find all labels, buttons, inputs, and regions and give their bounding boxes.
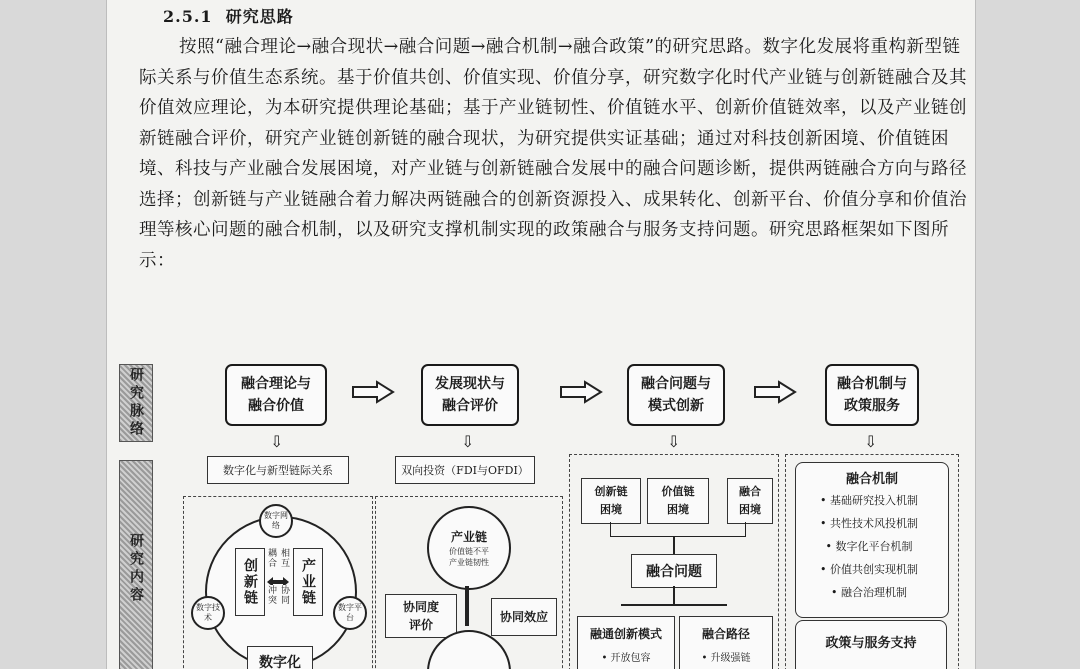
section-heading <box>163 4 294 27</box>
lane-content <box>119 460 153 669</box>
col2-left-box-l1: 协同度 <box>402 600 439 614</box>
col1-bottom: 数字化 <box>247 646 313 669</box>
col1-center <box>265 548 291 614</box>
col3-bottom-left-title: 融通创新模式 <box>589 627 662 641</box>
list-item: • 共性技术风投机制 <box>820 517 918 530</box>
body-paragraph <box>139 32 975 276</box>
col3-problem: 融合问题 <box>631 554 717 588</box>
right-arrow-icon <box>559 380 603 404</box>
col3-connector <box>673 586 675 606</box>
col3-bottom-right: 融合路径 • 升级强链 <box>679 616 773 669</box>
stage-theory-line1: 融合理论与 <box>241 376 311 392</box>
down-arrow-icon: ⇩ <box>667 432 681 451</box>
col1-coupling: 相互耦合 <box>266 548 289 568</box>
down-arrow-icon: ⇩ <box>461 432 475 451</box>
col3-box-l1: 创新链 <box>594 485 628 498</box>
list-item: • 价值共创实现机制 <box>820 563 918 576</box>
list-item: • 基础研究投入机制 <box>820 494 918 507</box>
col3-bottom-right-title: 融合路径 <box>701 627 750 641</box>
stage-mechanism <box>825 364 919 426</box>
stage-problem-line1: 融合问题与 <box>641 376 711 392</box>
col1-industry-chain-label: 产业链 <box>300 558 316 606</box>
stage-problem-line2: 模式创新 <box>648 398 704 414</box>
col2-connector <box>465 586 469 626</box>
mechanism-item: 基础研究投入机制 <box>830 494 918 507</box>
right-arrow-icon <box>753 380 797 404</box>
list-item: • 数字化平台机制 <box>825 540 913 553</box>
mechanism-item: 共性技术风投机制 <box>830 517 918 530</box>
mechanism-item: 数字化平台机制 <box>835 540 913 553</box>
stage-status-line2: 融合评价 <box>442 398 498 414</box>
col2-left-box <box>385 594 457 638</box>
col2-chain-title: 产业链 <box>450 530 487 544</box>
document-page <box>106 0 976 669</box>
section-number: 2.5.1 <box>163 7 213 26</box>
lane-context <box>119 364 153 442</box>
stage-status-line1: 发展现状与 <box>435 376 505 392</box>
col2-chain-item: 价值链不平 <box>449 547 489 556</box>
col1-conflict: 协同冲突 <box>266 584 289 605</box>
col2-header: 双向投资（FDI与OFDI） <box>395 456 535 484</box>
stage-problem <box>627 364 725 426</box>
paragraph-text: 按照“融合理论→融合现状→融合问题→融合机制→融合政策”的研究思路。数字化发展将重构新型链际关系与价值生态系统。基于价值共创、价值实现、价值分享，研究数字化时代产业链与创新链融合及其价值效应理论，为本研究提供理论基础；基于产业链韧性、价值链水平、创新价值链效率，以及产业链创新链融合评价，研究产业链创新链的融合现状，为研究提供实证基础；通过对科技创新困境、价值链困境、科技与产业融合发展困境，对产业链与创新链融合发展中的融合问题诊断，提供两链融合方向与路径选择；创新链与产业链融合着力解决两链融合的创新资源投入、成果转化、创新平台、价值分享和价值治理等核心问题的融合机制，以及研究支撑机制实现的政策融合与服务支持问题。研究思路框架如下图所示： <box>139 37 967 271</box>
col3-bottom-left: 融通创新模式 • 开放包容 <box>577 616 675 669</box>
col3-box-l2: 困境 <box>739 503 761 516</box>
col4-mechanism-title: 融合机制 <box>845 472 898 487</box>
col4-mechanism-box <box>795 462 949 618</box>
col3-box-l1: 融合 <box>739 485 761 498</box>
mechanism-item: 价值共创实现机制 <box>830 563 918 576</box>
col1-innovation-chain-label: 创新链 <box>242 558 258 606</box>
stage-theory <box>225 364 327 426</box>
col2-right-box: 协同效应 <box>491 598 557 636</box>
col1-left-node: 数字技术 <box>191 596 225 630</box>
list-item: • 融合治理机制 <box>831 586 907 599</box>
col2-chain-circle <box>427 506 511 590</box>
col3-box-innovation <box>581 478 641 524</box>
section-title: 研究思路 <box>225 7 294 26</box>
col3-bottom-right-item: 升级强链 <box>710 653 751 664</box>
col3-split <box>621 604 727 606</box>
stage-mechanism-line1: 融合机制与 <box>837 376 907 392</box>
down-arrow-icon: ⇩ <box>270 432 284 451</box>
col3-box-l2: 困境 <box>600 503 622 516</box>
stage-status <box>421 364 519 426</box>
stage-mechanism-line2: 政策服务 <box>844 398 900 414</box>
col1-right-node: 数字平台 <box>333 596 367 630</box>
col1-header: 数字化与新型链际关系 <box>207 456 349 484</box>
stage-theory-line2: 融合价值 <box>248 398 304 414</box>
lane-context-label: 研究脉络 <box>128 367 144 439</box>
col4-policy-title: 政策与服务支持 <box>825 636 917 651</box>
col3-bracket <box>610 522 746 537</box>
col4-mechanism-list <box>796 489 918 604</box>
col4-policy-box <box>795 620 947 669</box>
col1-innovation-chain <box>235 548 265 616</box>
down-arrow-icon: ⇩ <box>864 432 878 451</box>
lane-content-label: 研究内容 <box>128 532 144 605</box>
double-arrow-icon <box>267 577 289 584</box>
col3-box-l2: 困境 <box>667 503 689 516</box>
col3-box-fusion <box>727 478 773 524</box>
col2-chain-item: 产业链韧性 <box>449 558 489 567</box>
right-arrow-icon <box>351 380 395 404</box>
col3-box-l1: 价值链 <box>661 485 695 498</box>
col1-top-node: 数字网络 <box>259 504 293 538</box>
col3-box-value <box>647 478 709 524</box>
col3-connector <box>673 536 675 554</box>
mechanism-item: 融合治理机制 <box>841 586 907 599</box>
col2-left-box-l2: 评价 <box>408 618 433 632</box>
col3-bottom-left-item: 开放包容 <box>610 653 651 664</box>
col1-industry-chain <box>293 548 323 616</box>
